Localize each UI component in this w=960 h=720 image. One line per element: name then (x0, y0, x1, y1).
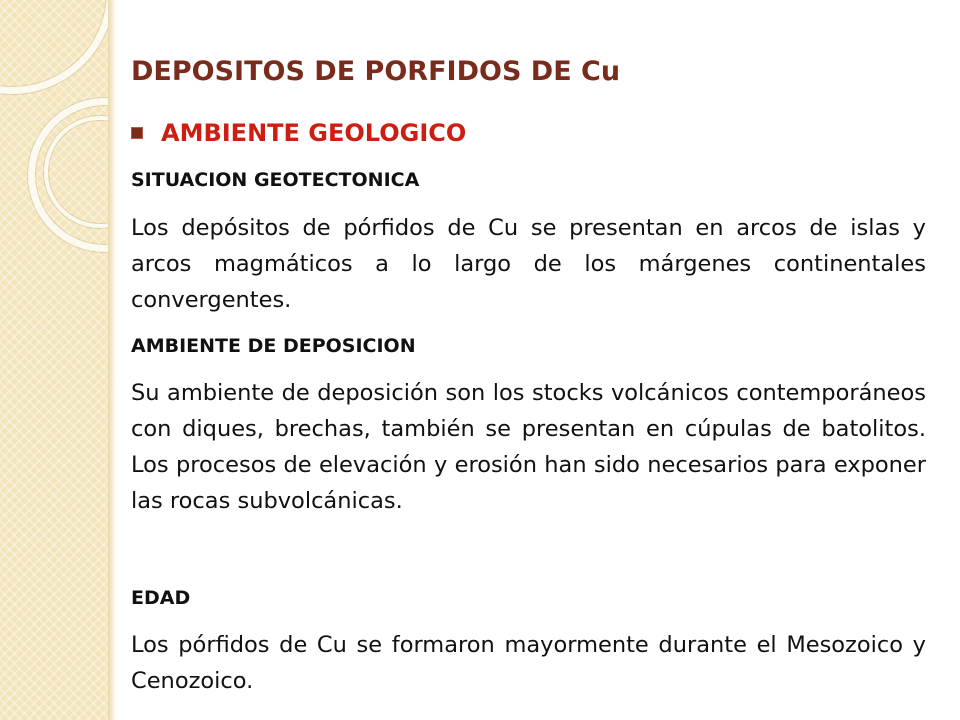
paragraph-edad: Los pórfidos de Cu se formaron mayormente durante el Mesozoico y Cenozoico. (131, 632, 926, 694)
square-bullet-icon (131, 127, 143, 139)
decorative-ring (0, 0, 108, 94)
sidebar-edge (108, 0, 116, 720)
paragraph-situacion: Los depósitos de pórfidos de Cu se presentan en arcos de islas y arcos magmáticos a lo largo de los márgenes continentales convergentes. (131, 215, 926, 313)
subheading-situacion: SITUACION GEOTECTONICA (131, 169, 420, 191)
slide-title: DEPOSITOS DE PORFIDOS DE Cu (131, 56, 621, 87)
decorative-sidebar (0, 0, 108, 720)
paragraph-ambiente: Su ambiente de deposición son los stocks volcánicos contemporáneos con diques, brechas, también se presentan en cúpulas de batolitos. Los procesos de elevación y erosión han sido necesarios para exponer las rocas subvolcánicas. (131, 380, 926, 514)
section-heading (131, 119, 466, 147)
section-title: AMBIENTE GEOLOGICO (161, 119, 467, 147)
subheading-ambiente: AMBIENTE DE DEPOSICION (131, 335, 416, 357)
subheading-edad: EDAD (131, 587, 191, 609)
